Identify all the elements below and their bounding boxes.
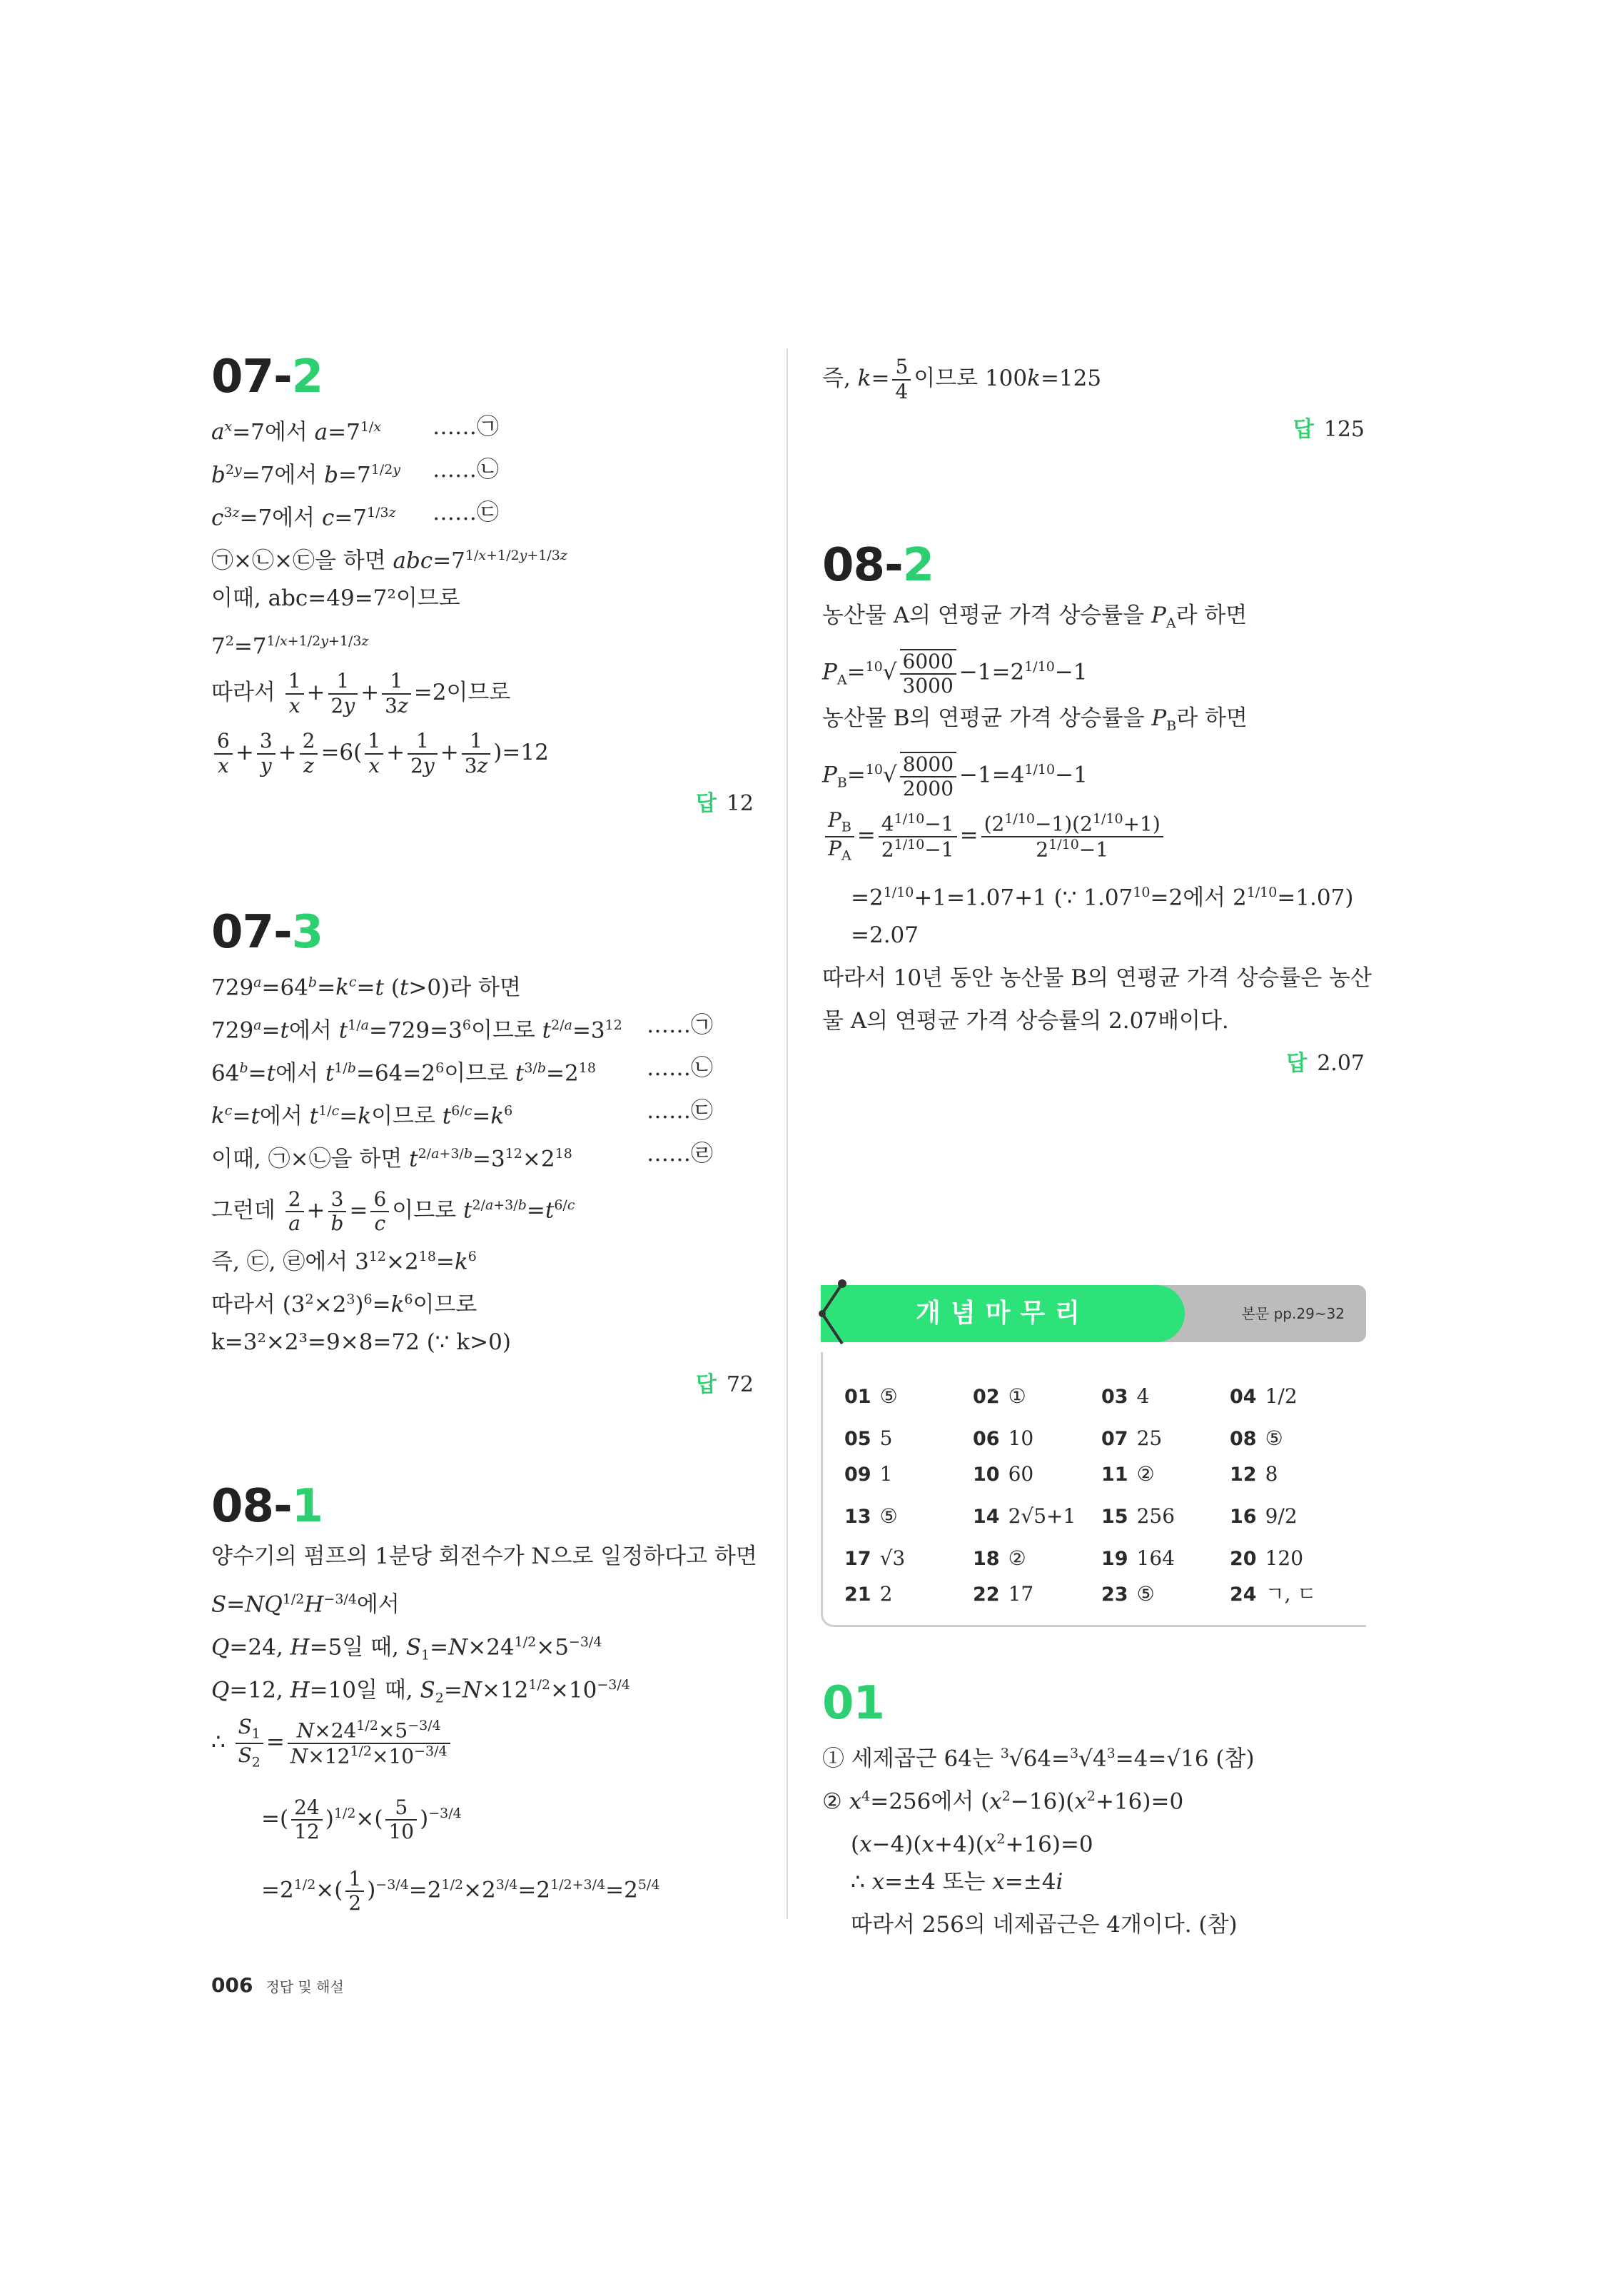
- section-title: 01: [822, 1677, 885, 1730]
- summary-answer: 14 2√5+1: [973, 1504, 1076, 1528]
- page-footer: [211, 1973, 344, 1997]
- math-line: 이때, abc=49=7²이므로: [211, 585, 460, 611]
- summary-answer: 06 10: [973, 1426, 1034, 1450]
- math-line: 양수기의 펌프의 1분당 회전수가 N으로 일정하다고 하면: [211, 1544, 757, 1569]
- math-line: Q=24, H=5일 때, $S_1=N\times 24^{1/2}\times 5^{-3/4}$: [211, 1634, 602, 1663]
- math-line: $c^{3z}=7$에서 $c=7^{1/3z}$ ……㉢: [211, 500, 499, 531]
- summary-answer: 17 √3: [844, 1546, 906, 1570]
- answer: 답 72: [695, 1372, 754, 1397]
- summary-grid: [821, 1352, 1366, 1627]
- summary-answer: 01 ⑤: [844, 1384, 898, 1408]
- math-line: $(x-4)(x+4)(x^2+16)=0$: [851, 1831, 1093, 1858]
- math-line: $b^{2y}=7$에서 $b=7^{1/2y}$ ……㉡: [211, 457, 499, 488]
- math-line: $729^a=64^b=k^c=t$ (t>0)라 하면: [211, 975, 521, 1001]
- summary-answer: 05 5: [844, 1426, 893, 1450]
- summary-answer: 12 8: [1230, 1462, 1278, 1486]
- math-line: ① 세제곱근 64는 $^3√64=^3√4^3=4=√16$ (참): [822, 1746, 1255, 1772]
- answer: 답 125: [1293, 417, 1365, 442]
- summary-row: [844, 1456, 1366, 1492]
- section-title: 08-2: [822, 539, 934, 592]
- lamp-icon: [814, 1278, 856, 1349]
- math-line: 따라서 $\frac{1}{x}$ + $\frac{1}{2y}$ + $\frac{1}{3z}$ =2이므로: [211, 669, 511, 718]
- math-line: 따라서 $(3^2\times 2^3)^6=k^6$이므로: [211, 1292, 477, 1318]
- summary-row: [844, 1421, 1366, 1456]
- math-line: $=2^{1/10}+1=1.07+1$ (∵ $1.07^{10}=2$에서 $2^{1/10}=1.07$): [851, 885, 1354, 911]
- summary-answer: 04 1/2: [1230, 1384, 1298, 1408]
- math-line: 따라서 256의 네제곱근은 4개이다. (참): [851, 1912, 1238, 1938]
- math-line: 농산물 B의 연평균 가격 상승률을 $P_B$라 하면: [822, 705, 1248, 735]
- answer: 답 12: [695, 791, 754, 816]
- math-line: $S=NQ^{1/2}H^{-3/4}$에서: [211, 1591, 400, 1618]
- math-line: ∴ x=±4 또는 x=±4i: [851, 1869, 1063, 1895]
- answer: 답 2.07: [1286, 1051, 1365, 1076]
- summary-answer: 24 ㄱ, ㄷ: [1230, 1582, 1317, 1606]
- summary-answer: 23 ⑤: [1101, 1582, 1155, 1606]
- summary-answer: 07 25: [1101, 1426, 1163, 1450]
- summary-answer: 10 60: [973, 1462, 1034, 1486]
- summary-answer: 03 4: [1101, 1384, 1150, 1408]
- math-line: $7^2=7^{1/x+1/2y+1/3z}$: [211, 633, 369, 660]
- summary-answer: 19 164: [1101, 1546, 1175, 1570]
- math-line: 즉, ㉢, ㉣에서 $3^{12}\times 2^{18}=k^6$: [211, 1249, 477, 1275]
- section-07-3: [211, 904, 754, 1406]
- summary-answer: 02 ①: [973, 1384, 1026, 1408]
- section-07-2: [211, 348, 754, 825]
- left-column: [211, 348, 757, 1920]
- page-reference: 본문 pp.29~32: [1145, 1285, 1366, 1342]
- summary-answer: 18 ②: [973, 1546, 1026, 1570]
- math-line: $=2^{1/2}\times$( $\frac{1}{2}$ )$^{-3/4}=2^{1/2}\times 2^{3/4}=2^{1/2+3/4}=2^{5/4}$: [261, 1866, 660, 1915]
- section-title: 07-3: [211, 906, 323, 959]
- section-title: 07-2: [211, 351, 323, 403]
- summary-answer: 16 9/2: [1230, 1504, 1298, 1528]
- math-line: 따라서 10년 동안 농산물 B의 연평균 가격 상승률은 농산: [822, 965, 1372, 991]
- math-line: 물 A의 연평균 가격 상승률의 2.07배이다.: [822, 1008, 1229, 1034]
- concept-summary: [821, 1285, 1366, 1627]
- right-column: [822, 348, 1372, 1085]
- math-line: 즉, k= $\frac{5}{4}$ 이므로 100k=125: [822, 355, 1102, 403]
- math-line: 이때, ㉠×㉡을 하면 $t^{2/a+3/b}=3^{12}\times 2^{18}$ ……㉣: [211, 1141, 713, 1172]
- section-01: [822, 1675, 1365, 1946]
- math-line: $64^b=t$에서 $t^{1/b}=64=2^6$이므로 $t^{3/b}=2^{18}$ ……㉡: [211, 1055, 713, 1087]
- summary-answer: 08 ⑤: [1230, 1426, 1283, 1450]
- math-line: 그런데 $\frac{2}{a}$ + $\frac{3}{b}$ = $\frac{6}{c}$ 이므로 $t^{2/a+3/b}=t^{6/c}$: [211, 1187, 575, 1235]
- math-line: $729^a=t$에서 $t^{1/a}=729=3^6$이므로 $t^{2/a}=3^{12}$ ……㉠: [211, 1012, 713, 1044]
- math-line: ∴ $\frac{S_1}{S_2}$ = $\frac{N\times 24^{1/2}\times 5^{-3/4}}{N\times 12^{1/2}\times 10^{-3/4}}$: [211, 1706, 754, 1778]
- summary-answer: 13 ⑤: [844, 1504, 898, 1528]
- math-line: $\frac{P_B}{P_A}$ = $\frac{4^{1/10}-1}{2^{1/10}-1}$ = $\frac{(2^{1/10}-1)(2^{1/10}+1)}{2^{1/10}-1}$: [822, 800, 1365, 871]
- section-08-1: [211, 1478, 757, 1920]
- summary-title: 개념마무리: [916, 1299, 1090, 1328]
- math-line: =2.07: [851, 922, 919, 948]
- math-line: $k^c=t$에서 $t^{1/c}=k$이므로 $t^{6/c}=k^6$ ……㉢: [211, 1098, 713, 1129]
- summary-row: [844, 1541, 1366, 1576]
- summary-answer: 20 120: [1230, 1546, 1304, 1570]
- summary-row: [844, 1372, 1366, 1421]
- summary-row: [844, 1576, 1366, 1612]
- page-number: 006: [211, 1973, 253, 1997]
- math-line: $a^x=7$에서 $a=7^{1/x}$ ……㉠: [211, 414, 499, 445]
- math-line: $P_A=^{10}√$ $\frac{6000}{3000}$ $-1=2^{1/10}-1$: [822, 649, 1088, 698]
- summary-answer: 09 1: [844, 1462, 893, 1486]
- math-line: $P_B=^{10}√$ $\frac{8000}{2000}$ $-1=4^{1/10}-1$: [822, 752, 1088, 800]
- math-line: =( $\frac{24}{12}$ )$^{1/2}$×( $\frac{5}{10}$ )$^{-3/4}$: [261, 1795, 462, 1843]
- math-line: 농산물 A의 연평균 가격 상승률을 $P_A$라 하면: [822, 603, 1248, 632]
- column-divider: [787, 348, 788, 1919]
- summary-answer: 11 ②: [1101, 1462, 1155, 1486]
- summary-header: [821, 1285, 1366, 1342]
- footer-title: 정답 및 해설: [266, 1978, 344, 1995]
- summary-answer: 21 2: [844, 1582, 893, 1606]
- math-line: ㉠×㉡×㉢을 하면 $abc=7^{1/x+1/2y+1/3z}$: [211, 548, 567, 574]
- math-line: ② $x^4=256$에서 $(x^2-16)(x^2+16)=0$: [822, 1788, 1184, 1815]
- section-08-2: [822, 537, 1372, 1085]
- math-line: Q=12, H=10일 때, $S_2=N\times 12^{1/2}\times 10^{-3/4}$: [211, 1677, 630, 1706]
- summary-answer: 22 17: [973, 1582, 1034, 1606]
- summary-row: [844, 1492, 1366, 1541]
- section-title: 08-1: [211, 1480, 323, 1533]
- summary-answer: 15 256: [1101, 1504, 1175, 1528]
- math-line: $\frac{6}{x}$ + $\frac{3}{y}$ + $\frac{2}{z}$ =6( $\frac{1}{x}$ + $\frac{1}{2y}$ + $\frac{1}{3z}$ )=12: [211, 722, 754, 782]
- math-line: k=3²×2³=9×8=72 (∵ k>0): [211, 1329, 511, 1355]
